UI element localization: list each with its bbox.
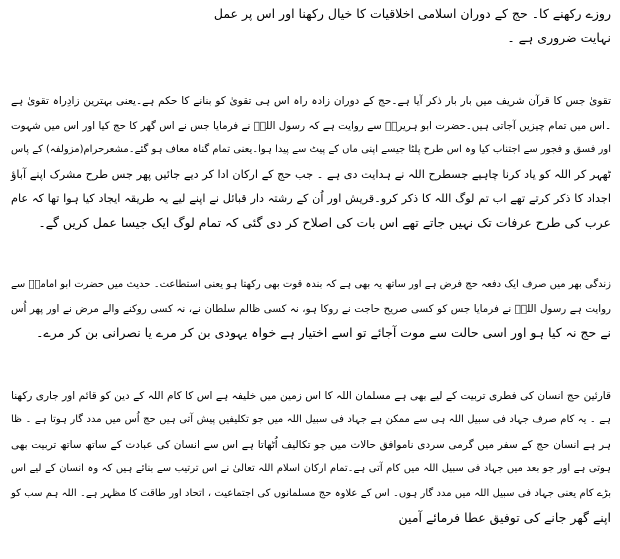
paragraph-4-line-5: بڑے کام یعنی جہاد فی سبیل اللہ میں مدد گار ہوں۔ اس کے علاوہ حج مسلمانوں کی اجتماعیت ، اتحاد اور طاقت کا مظہر ہے۔ اللہ ہم سب کو bbox=[11, 488, 611, 499]
paragraph-4-line-4: ہوتی ہے اور جو بعد میں جہاد فی سبیل اللہ میں کام آتی ہے۔تمام ارکان اسلام اللہ تعالیٰ نے اس ترتیب سے بنائے ہیں کہ وہ انسان کے لیے اس bbox=[11, 463, 611, 474]
paragraph-2-line-3: اور فسق و فجور سے اجتناب کیا وہ اس طرح پلٹا جیسے اپنی ماں کے پیٹ سے پیدا ہوا۔یعنی تمام گناہ معاف ہو گئے۔مشعرحرام(مزولفہ) کے پاس bbox=[11, 144, 611, 155]
paragraph-2-line-5: اجداد کا ذکر کرتے تھے اب تم لوگ اللہ کا ذکر کرو۔قریش اور اُن کے رشتہ دار قبائل نے اپنے لیے یہ طریقہ ایجاد کیا ہوا تھا کہ عام bbox=[11, 192, 611, 205]
paragraph-3-line-2: روایت ہے رسول اللہؐ نے فرمایا جس کو کسی صریح حاجت نے روکا ہو، نہ کسی ظالم سلطان نے، نہ کسی روکنے والے مرض نے اور پھر اُس bbox=[11, 303, 611, 315]
paragraph-4-line-2: ہے ۔ یہ کام صرف جہاد فی سبیل اللہ ہی سے ممکن ہے جہاد فی سبیل اللہ میں جو تکلیفیں پیش آتی ہیں حج اُس میں مدد گار ہوتا ہے ۔ ظا bbox=[11, 414, 611, 425]
paragraph-3-line-3: نے حج نہ کیا ہو اور اسی حالت سے موت آجائے تو اسے اختیار ہے خواہ یہودی بن کر مرے یا نصرانی بن کر مرے۔ bbox=[36, 325, 611, 340]
paragraph-2-line-4: ٹھہر کر اللہ کو یاد کرنا چاہیے جسطرح اللہ نے ہدایت دی ہے ۔ جب حج کے ارکان ادا کر دیے جائیں پھر جس طرح مشرک اپنے آباؤ bbox=[11, 168, 611, 181]
paragraph-2-line-2: ۔اس میں تمام چیزیں آجاتی ہیں۔حضرت ابو ہریرہؓ سے روایت ہے کہ رسول اللہؐ نے فرمایا جس نے اس گھر کا حج کیا اور اس میں شہوت bbox=[11, 120, 611, 132]
paragraph-4-line-3: ہر ہے انسان حج کے سفر میں گرمی سردی ناموافق حالات میں جو تکالیف اُٹھاتا ہے اس سے انسان کی عبادت کے ساتھ ساتھ تربیت بھی bbox=[11, 439, 611, 451]
paragraph-4-line-6: اپنے گھر جانے کی توفیق عطا فرمائے آمین bbox=[398, 510, 611, 525]
paragraph-3-line-1: زندگی بھر میں صرف ایک دفعہ حج فرض ہے اور ساتھ یہ بھی ہے کہ بندہ قوت بھی رکھتا ہو یعنی استطاعت۔ حدیث میں حضرت ابو امامہؓ سے bbox=[11, 279, 611, 290]
paragraph-2-line-6: عرب کی طرح عرفات تک نہیں جاتے تھے اس بات کی اصلاح کر دی گئی کہ تمام لوگ ایک جیسا عمل کریں گے۔ bbox=[38, 215, 611, 230]
paragraph-1-line-2: نہایت ضروری ہے ۔ bbox=[507, 30, 611, 45]
paragraph-1-line-1: روزے رکھنے کا۔ حج کے دوران اسلامی اخلاقیات کا خیال رکھنا اور اس پر عمل bbox=[213, 6, 611, 21]
paragraph-4-line-1: قارئین حج انسان کی فطری تربیت کے لیے بھی ہے مسلمان اللہ کا اس زمین میں خلیفہ ہے اس کا کام اللہ کے دین کو قائم اور جاری رکھنا bbox=[11, 390, 611, 402]
paragraph-2-line-1: تقویٰ جس کا قرآن شریف میں بار بار ذکر آیا ہے۔حج کے دوران زادہ راہ اس ہی تقویٰ کو بنانے کا حکم ہے۔یعنی بہترین زادِراہ تقویٰ ہے bbox=[11, 95, 611, 107]
